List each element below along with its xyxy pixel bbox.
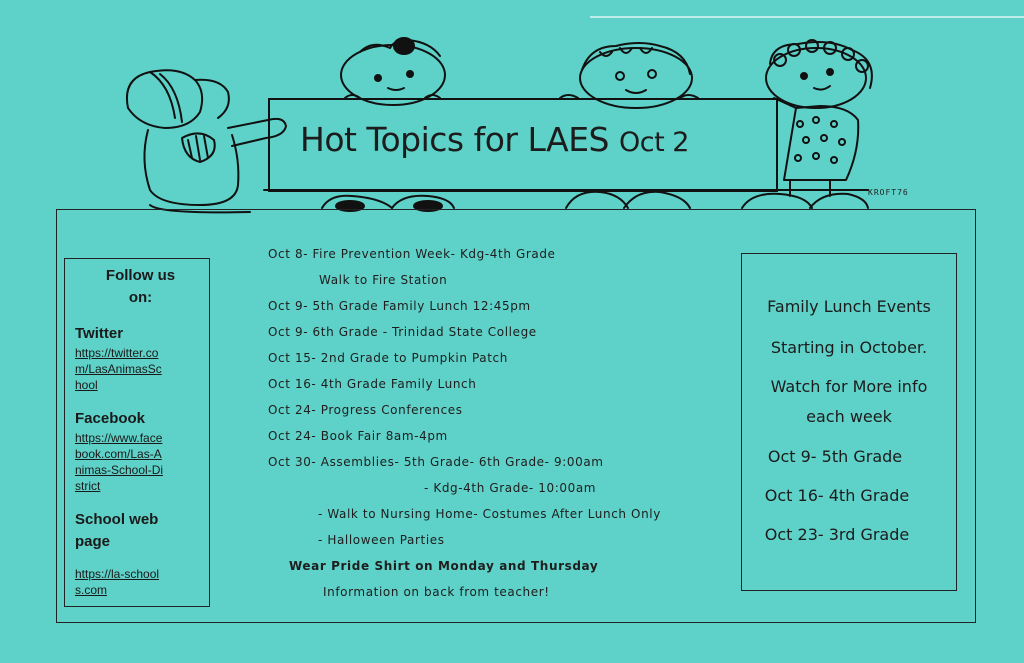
banner-title [300, 120, 689, 159]
family-lunch-line: Starting in October. [770, 338, 928, 357]
facebook-link-line: strict [75, 479, 101, 493]
twitter-link-line: https://twitter.co [75, 346, 159, 360]
facebook-link-line: https://www.face [75, 431, 163, 445]
twitter-link-line: m/LasAnimasSc [75, 362, 162, 376]
school-web-page-label [75, 509, 158, 553]
family-lunch-line: Watch for More info [770, 377, 928, 396]
event-line: Oct 9- 6th Grade - Trinidad State College [268, 325, 537, 339]
facebook-label: Facebook [75, 410, 146, 427]
follow-us-line2: on: [128, 289, 153, 306]
event-line: Walk to Fire Station [319, 273, 448, 287]
facebook-link-line: nimas-School-Di [75, 463, 164, 477]
event-line: - Halloween Parties [318, 533, 445, 547]
family-lunch-line: each week [806, 407, 892, 426]
event-line: Oct 16- 4th Grade Family Lunch [268, 377, 477, 391]
follow-us-heading [85, 265, 196, 309]
event-line: Oct 24- Book Fair 8am-4pm [268, 429, 448, 443]
event-line: Oct 8- Fire Prevention Week- Kdg-4th Grade [268, 247, 556, 261]
follow-us-box [64, 258, 210, 607]
twitter-link-line: hool [75, 378, 98, 392]
event-line: Oct 15- 2nd Grade to Pumpkin Patch [268, 351, 508, 365]
event-line: Oct 9- 5th Grade Family Lunch 12:45pm [268, 299, 531, 313]
event-line: Oct 30- Assemblies- 5th Grade- 6th Grade- 9:00am [268, 455, 604, 469]
school-website-link-line: https://la-school [75, 567, 160, 581]
event-line: Oct 24- Progress Conferences [268, 403, 463, 417]
twitter-link[interactable] [75, 345, 167, 393]
banner-title-text: Hot Topics for LAES [300, 120, 609, 159]
pride-shirt-note: Wear Pride Shirt on Monday and Thursday [289, 559, 599, 573]
school-website-link-line: s.com [75, 583, 108, 597]
family-lunch-date: Oct 9- 5th Grade [767, 447, 903, 466]
twitter-label: Twitter [75, 325, 124, 342]
event-line: - Kdg-4th Grade- 10:00am [424, 481, 597, 495]
family-lunch-line: Family Lunch Events [767, 297, 931, 316]
top-edge-line [0, 4, 1024, 6]
family-lunch-box [741, 253, 957, 591]
artist-signature: KROFT76 [868, 188, 909, 197]
family-lunch-date: Oct 23- 3rd Grade [764, 525, 910, 544]
event-line: - Walk to Nursing Home- Costumes After Lunch Only [318, 507, 661, 521]
follow-us-line1: Follow us [105, 267, 176, 284]
school-website-link[interactable] [75, 566, 167, 598]
banner-date: Oct 2 [619, 127, 689, 158]
info-back-note: Information on back from teacher! [323, 585, 550, 599]
facebook-link-line: book.com/Las-A [75, 447, 162, 461]
facebook-link[interactable] [75, 430, 167, 494]
school-web-page-line1: School web [75, 511, 159, 528]
school-web-page-line2: page [75, 533, 111, 550]
family-lunch-date: Oct 16- 4th Grade [764, 486, 910, 505]
